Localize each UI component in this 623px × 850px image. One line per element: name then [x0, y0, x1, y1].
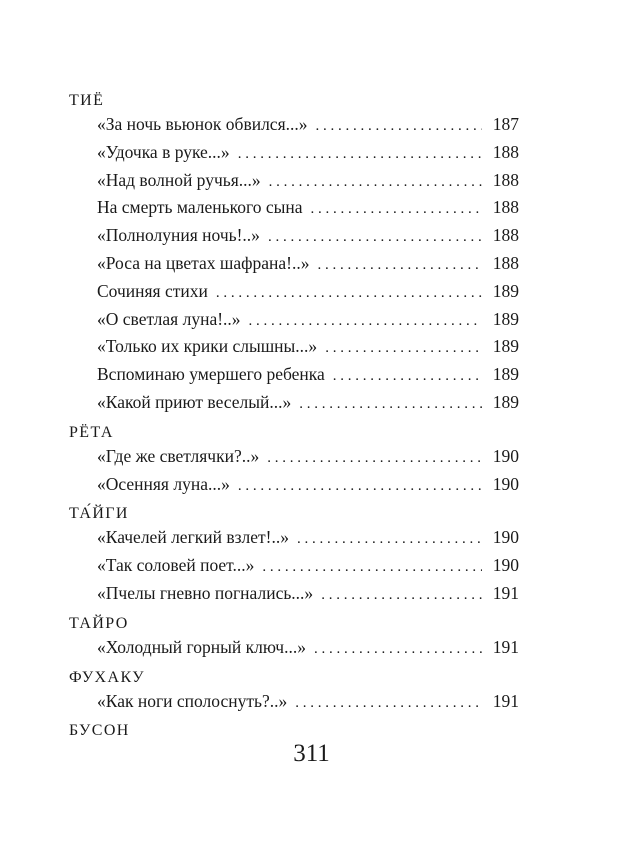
toc-entry: [69, 580, 519, 608]
author-heading: РЁТА: [69, 423, 114, 441]
toc-entry: [69, 194, 519, 222]
entry-title: «Качелей легкий взлет!..»: [97, 527, 290, 548]
dot-leader: [249, 308, 482, 336]
dot-leader: [295, 690, 482, 718]
author-heading: ТА́ЙГИ: [69, 505, 129, 523]
entry-page-number: 188: [492, 225, 519, 246]
entry-title: «Удочка в руке...»: [97, 141, 230, 162]
toc-entry: [69, 688, 519, 716]
entry-title: Вспоминаю умершего ребенка: [97, 364, 325, 385]
entry-page-number: 190: [492, 445, 519, 466]
page-number: 311: [293, 740, 330, 767]
toc-entry: [69, 471, 519, 499]
entry-page-number: 190: [492, 527, 519, 548]
dot-leader: [216, 280, 482, 308]
table-of-contents: [69, 91, 519, 741]
dot-leader: [262, 554, 482, 582]
entry-title: На смерть маленького сына: [97, 197, 303, 218]
toc-entry: [69, 139, 519, 167]
dot-leader: [297, 526, 482, 554]
entry-title: «Какой приют веселый...»: [97, 391, 292, 412]
entry-title: «Роса на цветах шафрана!..»: [97, 252, 310, 273]
entry-title: «Так соловей поет...»: [97, 555, 255, 576]
entry-page-number: 190: [492, 473, 519, 494]
entry-page-number: 189: [492, 308, 519, 329]
entry-page-number: 189: [492, 391, 519, 412]
toc-entry: [69, 552, 519, 580]
dot-leader: [299, 391, 482, 419]
dot-leader: [314, 636, 482, 664]
entry-page-number: 189: [492, 336, 519, 357]
dot-leader: [333, 363, 482, 391]
dot-leader: [238, 473, 482, 501]
toc-entry: [69, 634, 519, 662]
dot-leader: [267, 445, 482, 473]
entry-title: «Полнолуния ночь!..»: [97, 225, 260, 246]
entry-title: Сочиняя стихи: [97, 280, 208, 301]
toc-entry: [69, 306, 519, 334]
author-heading: ФУХАКУ: [69, 668, 145, 686]
entry-page-number: 188: [492, 169, 519, 190]
entry-title: «О светлая луна!..»: [97, 308, 241, 329]
entry-title: «Только их крики слышны...»: [97, 336, 318, 357]
entry-page-number: 188: [492, 197, 519, 218]
dot-leader: [317, 252, 482, 280]
entry-page-number: 190: [492, 555, 519, 576]
dot-leader: [321, 582, 482, 610]
entry-page-number: 189: [492, 364, 519, 385]
entry-title: «Над волной ручья...»: [97, 169, 261, 190]
toc-entry: [69, 222, 519, 250]
toc-entry: [69, 361, 519, 389]
toc-entry: [69, 167, 519, 195]
toc-entry: [69, 443, 519, 471]
entry-title: «Как ноги сполоснуть?..»: [97, 690, 288, 711]
entry-page-number: 191: [492, 636, 519, 657]
dot-leader: [311, 196, 482, 224]
dot-leader: [316, 113, 483, 141]
entry-title: «За ночь вьюнок обвился...»: [97, 114, 308, 134]
dot-leader: [325, 335, 482, 363]
entry-page-number: 189: [492, 280, 519, 301]
entry-title: «Холодный горный ключ...»: [97, 636, 306, 657]
entry-page-number: 188: [492, 141, 519, 162]
entry-page-number: 191: [492, 582, 519, 603]
entry-title: «Пчелы гневно погнались...»: [97, 582, 314, 603]
entry-page-number: 191: [492, 690, 519, 711]
toc-entry: [69, 389, 519, 417]
dot-leader: [269, 169, 482, 197]
toc-entry: [69, 250, 519, 278]
entry-title: «Где же светлячки?..»: [97, 445, 260, 466]
entry-page-number: 188: [492, 252, 519, 273]
toc-entry: [69, 524, 519, 552]
toc-entry: [69, 278, 519, 306]
author-heading: ТАЙРО: [69, 614, 129, 632]
author-heading: ТИЁ: [69, 92, 105, 109]
entry-page-number: 187: [492, 114, 519, 134]
dot-leader: [238, 141, 482, 169]
toc-entry: [69, 333, 519, 361]
entry-title: «Осенняя луна...»: [97, 473, 230, 494]
toc-entry: [69, 111, 519, 139]
author-heading: БУСОН: [69, 722, 130, 740]
dot-leader: [268, 224, 482, 252]
